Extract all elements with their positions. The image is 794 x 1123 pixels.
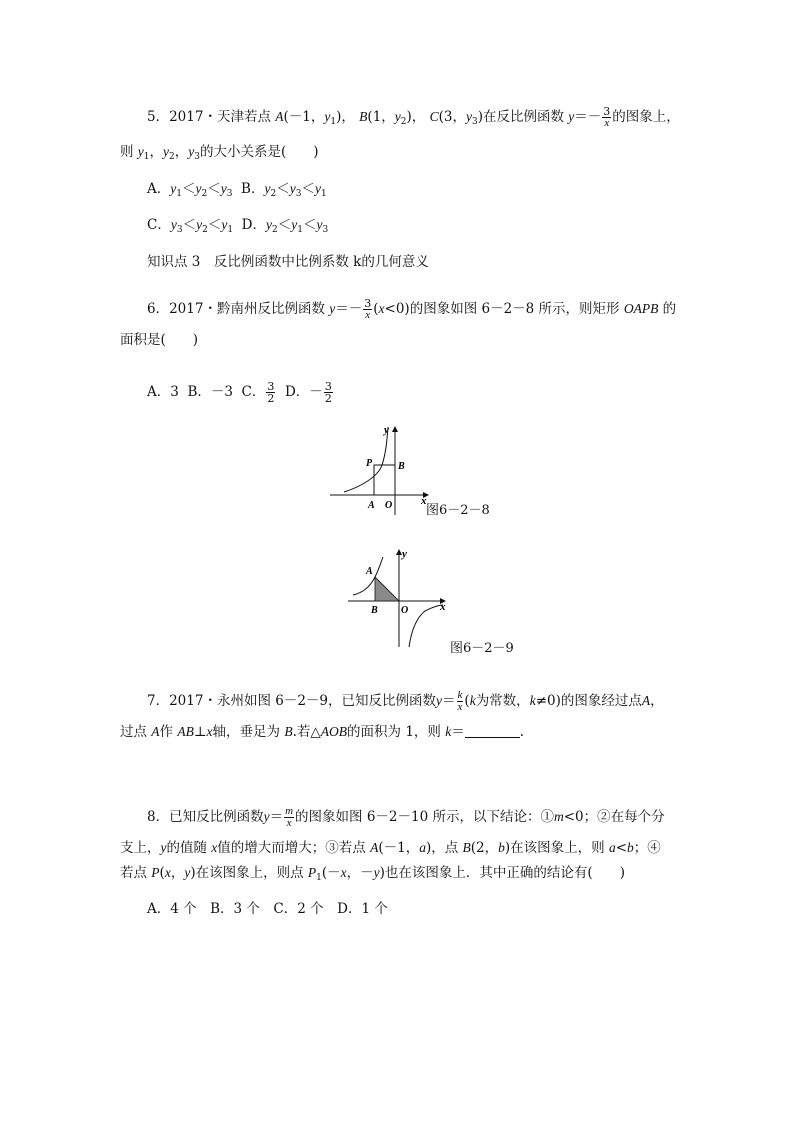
q8-l3-c: ， — [170, 865, 185, 881]
fig2-label-x: x — [440, 601, 446, 613]
fig2-label-o: O — [401, 605, 409, 616]
q7-l2-eq: ＝ — [451, 724, 465, 740]
q7-l2-d: 轴，垂足为 — [212, 724, 285, 740]
q5-point-b-coords: (1， — [367, 109, 395, 125]
q7-l2-end: . — [519, 724, 524, 740]
q8-l2-b3: b — [627, 840, 634, 855]
q7-l2-x: x — [206, 724, 213, 739]
q6-option-c-fraction — [266, 381, 275, 404]
q5-line2-pre: 则 — [120, 144, 138, 160]
q8-l3-f: ，－ — [346, 865, 374, 881]
q5-options-cd: C．$y_3<y_2<y_1$ D．$y_2<y_1<y_3$ — [147, 217, 329, 235]
fig2-label-y: y — [402, 548, 407, 560]
q6-func-y: y — [329, 301, 336, 316]
q8-line2 — [120, 839, 661, 857]
q8-func-eq: ＝ — [269, 809, 284, 825]
q7-l2-k: k — [445, 724, 452, 739]
q8-l2-b2: b — [498, 840, 505, 855]
fig2-caption: 图6－2－9 — [450, 641, 514, 656]
q8-l2-g: )在该图象上，则 — [504, 840, 609, 856]
q8-func-y: y — [263, 809, 270, 824]
q8-l3-point-p: P — [151, 865, 160, 880]
q8-fraction — [284, 806, 294, 829]
q6-cond-x: x — [378, 301, 385, 316]
q8-l2-y: y — [160, 840, 167, 855]
fig2-label-a: A — [366, 566, 373, 577]
q5-func-y: y — [568, 109, 575, 124]
q7-k2: k — [529, 693, 536, 708]
q5-l2-y3: y — [188, 144, 195, 159]
q6-line2: 面积是( ) — [120, 332, 199, 348]
q5-y3-sub: 3 — [471, 117, 478, 127]
q7-l2-f: 的面积为 1，则 — [347, 724, 446, 740]
q5-options-ab: A．$y_1<y_2<y_3$ B．$y_2<y_3<y_1$ — [147, 181, 327, 199]
q5-option-a-label: A． — [147, 181, 171, 197]
q5-func-eq: ＝－ — [574, 109, 602, 125]
q8-l2-f: (2， — [470, 840, 499, 856]
fig1-label-a: A — [368, 500, 375, 511]
q8-l3-e: (－ — [321, 865, 341, 881]
q5-point-a-coords: (－1， — [283, 109, 325, 125]
q5-fraction — [602, 106, 611, 129]
q7-l2-point-a: A — [151, 724, 160, 739]
q5-frac-den: x — [604, 117, 610, 129]
q6-option-c-label: C． — [241, 384, 266, 400]
q8-options: A．4 个 B．3 个 C．2 个 D．1 个 — [147, 901, 388, 917]
q5-option-c-label: C． — [147, 217, 171, 233]
q8-l3-x2: x — [340, 865, 347, 880]
q6-func-eq: ＝－ — [335, 301, 363, 317]
q5-l2-y2: y — [163, 144, 170, 159]
q5-point-a: A — [275, 109, 284, 124]
q6-option-a: A．3 — [147, 384, 179, 400]
q8-l3-a: 若点 — [120, 865, 152, 881]
q5-line2-tail: 的大小关系是( ) — [200, 144, 319, 160]
fig2-label-b: B — [371, 605, 378, 616]
q8-line1 — [147, 806, 665, 829]
q8-l2-c: 值的增大而增大；③若点 — [217, 840, 371, 856]
q5-y2: y — [394, 109, 401, 124]
q7-l2-aob: AOB — [320, 724, 348, 739]
q6-option-d-label: D．－ — [284, 384, 323, 400]
q5-l2-s3: 3 — [194, 152, 200, 162]
q7-paren: ( — [464, 693, 470, 709]
q7-frac-den: x — [457, 701, 463, 713]
q6-optc-den: 2 — [267, 392, 275, 405]
q8-l3-b: ( — [159, 865, 165, 881]
q6-cond: ( — [373, 301, 379, 317]
q7-l2-ab: AB — [177, 724, 194, 739]
q8-l2-i: ；④ — [633, 840, 661, 856]
q7-l2-point-b: B — [284, 724, 293, 739]
q7-l2-a: 过点 — [120, 724, 152, 740]
q6-tail: 的 — [662, 301, 677, 317]
q5-close2: )， — [406, 109, 426, 125]
q6-optd-den: 2 — [324, 392, 332, 405]
q8-l2-a3: a — [608, 840, 616, 855]
q6-option-b: B．－3 — [187, 384, 233, 400]
q5-l2-s2: 2 — [169, 152, 175, 162]
q5-point-c: C — [429, 109, 439, 124]
q5-func-tail: 的图象上， — [612, 109, 680, 125]
q6-cond-tail: <0)的图象如图 6－2－8 所示，则矩形 — [384, 301, 620, 317]
q8-l1-tail: 的图象如图 6－2－10 所示，以下结论：① — [295, 809, 554, 825]
q5-option-d-label: D． — [241, 217, 266, 233]
q7-fraction — [457, 690, 464, 713]
figure-6-2-9 — [345, 547, 455, 652]
shaded-triangle-aob — [375, 577, 399, 601]
q7-frac-num: k — [457, 689, 463, 701]
q7-point-a: A — [641, 693, 651, 708]
q6-line1 — [147, 298, 676, 321]
q6-fraction — [363, 298, 372, 321]
q5-y3: y — [465, 109, 472, 124]
q5-y2-sub: 2 — [400, 117, 407, 127]
q5-option-b-label: B． — [241, 181, 265, 197]
q7-l2-b: 作 — [159, 724, 178, 740]
q6-frac-den: x — [365, 309, 371, 321]
q8-l3-x: x — [164, 865, 171, 880]
q7-func-y: y — [436, 693, 443, 708]
q6-rect-name: OAPB — [623, 301, 659, 316]
q6-option-d-fraction — [324, 381, 333, 404]
q7-answer-blank[interactable] — [465, 725, 520, 738]
q8-l2-a2: a — [419, 840, 426, 855]
q5-close3: )在反比例函数 — [477, 109, 564, 125]
q8-l2-b: 的值随 — [166, 840, 212, 856]
q5-lead: 5．2017・天津若点 — [147, 109, 271, 125]
q6-lead: 6．2017・黔南州反比例函数 — [147, 301, 325, 317]
q7-l2-e: .若△ — [292, 724, 321, 740]
q5-frac-num: 3 — [603, 105, 611, 118]
q8-l3-p1-sub: 1 — [316, 873, 322, 883]
section-heading-3: 知识点 3 反比例函数中比例系数 k的几何意义 — [147, 254, 429, 270]
q8-l3-y: y — [184, 865, 191, 880]
q7-line2 — [120, 723, 524, 741]
fig1-label-x: x — [421, 495, 427, 507]
q8-l2-point-a: A — [370, 840, 379, 855]
fig1-label-o: O — [385, 500, 393, 511]
fig1-label-p: P — [366, 458, 373, 469]
q7-l2-perp: ⊥ — [193, 724, 207, 740]
q5-y1: y — [324, 109, 331, 124]
q6-frac-num: 3 — [364, 297, 372, 310]
q8-l3-g: )也在该图象上．其中正确的结论有( ) — [379, 865, 625, 881]
q5-l2-s1: 1 — [143, 152, 150, 162]
q8-l2-lt: < — [615, 840, 627, 856]
q6-optc-num: 3 — [267, 380, 275, 393]
q8-l3-point-p1: P — [307, 865, 317, 880]
q8-l2-point-b: B — [462, 840, 471, 855]
q7-mid: 为常数， — [475, 693, 530, 709]
hyperbola-branch-right — [409, 605, 443, 647]
q8-l2-d: (－1， — [378, 840, 420, 856]
q5-line2 — [120, 143, 319, 166]
q7-func-eq: ＝ — [442, 693, 456, 709]
fig1-label-b: B — [398, 461, 405, 472]
q8-l3-d: )在该图象上，则点 — [190, 865, 308, 881]
q7-lead: 7．2017・永州如图 6－2－9，已知反比例函数 — [147, 693, 437, 709]
q5-point-b: B — [359, 109, 368, 124]
q5-l2-c1: ， — [149, 144, 164, 160]
q8-lead: 8．已知反比例函数 — [147, 809, 264, 825]
q8-line3 — [120, 864, 625, 887]
q8-l2-a: 支上， — [120, 840, 161, 856]
q6-options — [147, 381, 334, 404]
fig1-label-y: y — [384, 425, 389, 436]
q8-l2-x: x — [211, 840, 218, 855]
q5-l2-y1: y — [137, 144, 144, 159]
rectangle-oapb — [374, 465, 395, 495]
q8-l1-rest: <0；②在每个分 — [563, 809, 665, 825]
q7-neq: ≠0)的图象经过点 — [535, 693, 642, 709]
q8-l3-y2: y — [373, 865, 380, 880]
q5-line1 — [147, 106, 680, 131]
fig1-caption: 图6－2－8 — [426, 503, 490, 518]
q7-line1 — [147, 690, 664, 713]
q7-k: k — [469, 693, 476, 708]
q5-y1-sub: 1 — [330, 117, 337, 127]
q5-l2-c2: ， — [174, 144, 189, 160]
q8-l2-e: )，点 — [425, 840, 463, 856]
q8-frac-den: x — [286, 817, 292, 829]
q8-l1-m: m — [554, 809, 564, 824]
q6-optd-num: 3 — [324, 380, 332, 393]
q5-point-c-coords: (3， — [438, 109, 466, 125]
q5-close1: )， — [336, 109, 355, 125]
q7-comma: ， — [650, 693, 664, 709]
q8-frac-num: m — [285, 805, 294, 817]
